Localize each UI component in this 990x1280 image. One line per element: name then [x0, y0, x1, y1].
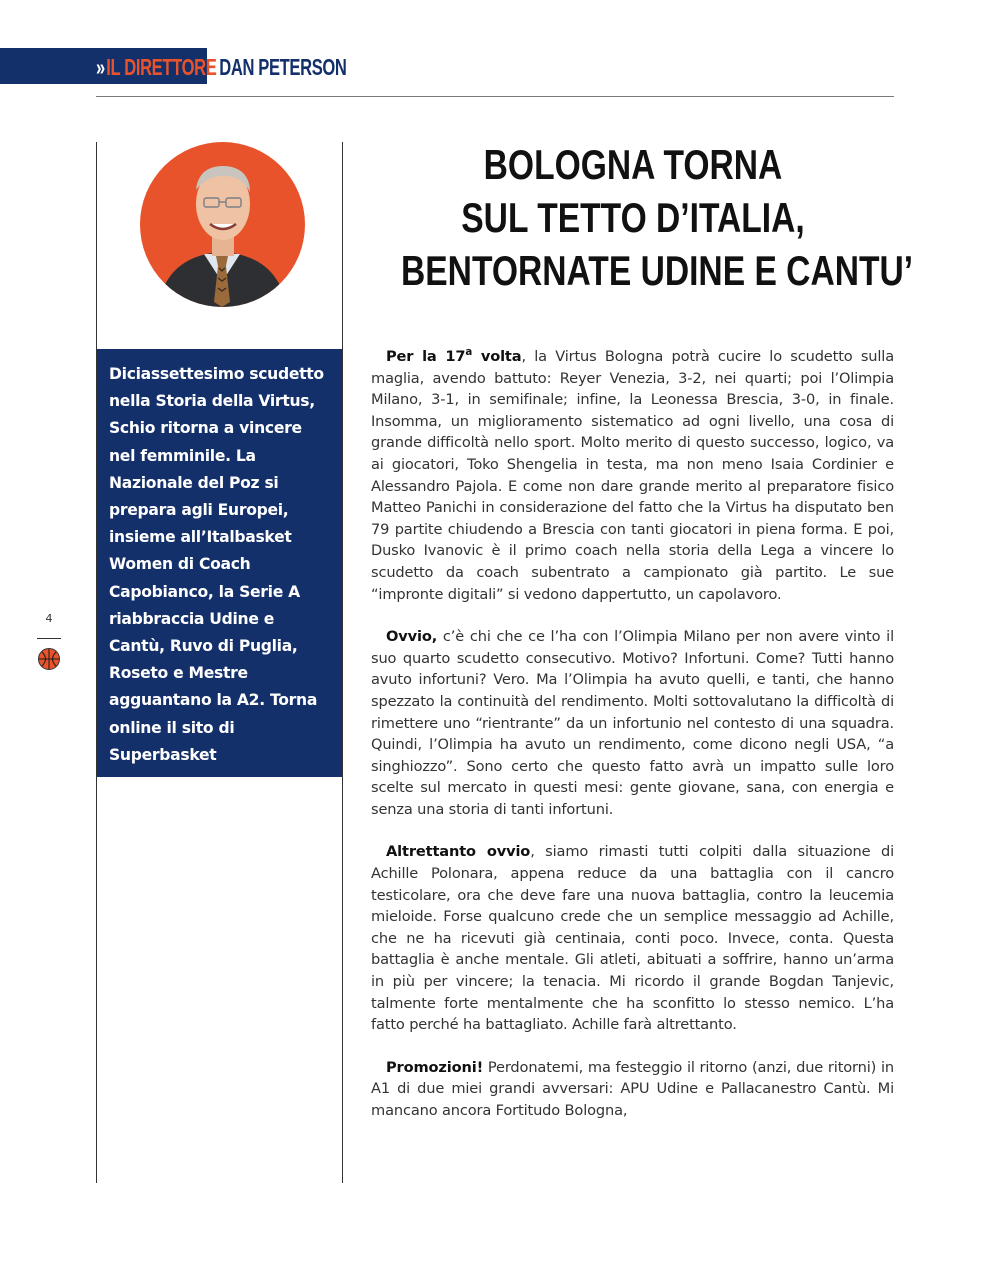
summary-box: Diciassettesimo scudetto nella Storia della Virtus, Schio ritorna a vincere nel femminile. La Nazionale del Poz si prepara agli Europei, insieme all’Italbasket Women di Coach Capobianco, la Serie A riabbraccia Udine e Cantù, Ruvo di Puglia, Roseto e Mestre agguantano la A2. Torna online il sito di Superbasket — [97, 349, 342, 777]
headline-line: BENTORNATE UDINE E CANTU’ — [401, 247, 914, 294]
paragraph — [371, 1057, 894, 1122]
article-headline — [401, 138, 914, 297]
basketball-logo-icon — [38, 648, 60, 670]
page-number: 4 — [45, 612, 53, 625]
paragraph-lead: Per la 17$^a$ volta — [386, 347, 522, 365]
paragraph — [371, 626, 894, 820]
header-rule — [96, 96, 894, 97]
section-title: IL DIRETTORE — [106, 53, 217, 80]
paragraph-lead: Promozioni! — [386, 1058, 484, 1076]
paragraph-lead: Altrettanto ovvio — [386, 843, 531, 861]
paragraph-text: c’è chi che ce l’ha con l’Olimpia Milano per non avere vinto il suo quarto scudetto consecutivo. Motivo? Infortuni. Come? Tutti hanno avuto infortuni? Vero. Ma l’Olimpia ha avuto quelli, e tanti, che hanno spezzato la continuità del rendimento. Molti sottovalutano la difficoltà di rimettere uno “rientrante” da un infortunio nel contesto di una squadra. Quindi, l’Olimpia ha avuto un rendimento, come dicono negli USA, “a singhiozzo”. Sono certo che questo fatto avrà un impatto sulle loro scelte sul mercato in questi mesi: gente giovane, sana, con energia e senza una storia di tanti infortuni. — [371, 628, 894, 818]
section-header — [96, 50, 347, 84]
author-portrait — [140, 142, 305, 307]
headline-line: SUL TETTO D’ITALIA, — [461, 194, 805, 241]
paragraph — [371, 346, 894, 605]
headline-line: BOLOGNA TORNA — [483, 141, 783, 188]
paragraph-text: , la Virtus Bologna potrà cucire lo scudetto sulla maglia, avendo battuto: Reyer Venezia, 3-2, nei quarti; poi l’Olimpia Milano, 3-1, in semifinale; infine, la Leonessa Brescia, 3-0, in finale. Insomma, un miglioramento sistematico ad ogni livello, una cosa di grande difficoltà nello sport. Molto merito di questo successo, logico, va ai giocatori, Toko Shengelia in testa, ma non meno Isaia Cordinier e Alessandro Pajola. E come non dare grande merito al preparatore fisico Matteo Panichi in considerazione del fatto che la Virtus ha disputato ben 79 partite chiudendo a Brescia con tanti giocatori in piena forma. E poi, Dusko Ivanovic è il primo coach nella storia della Lega a vincere lo scudetto da coach subentrato a campionato già partito. Le sue “impronte digitali” si vedono dappertutto, un capolavoro. — [371, 348, 894, 603]
page-number-rule — [37, 638, 61, 639]
author-name: DAN PETERSON — [219, 53, 347, 80]
portrait-photo-icon — [140, 142, 305, 307]
chevrons-icon: » — [96, 53, 105, 80]
paragraph-text: , siamo rimasti tutti colpiti dalla situazione di Achille Polonara, appena reduce da una battaglia con il cancro testicolare, ora che deve fare una nuova battaglia, contro la leucemia mieloide. Forse qualcuno crede che un semplice messaggio ad Achille, che ne ha ricevuti già centinaia, conti poco. Invece, conta. Questa battaglia è anche mentale. Gli atleti, abituati a soffrire, hanno un’arma in più per vincere; la tenacia. Mi ricordo il grande Bogdan Tanjevic, talmente forte mentalmente che ha sconfitto lo stesso nemico. L’ha fatto perché ha battagliato. Achille farà altrettanto. — [371, 843, 894, 1034]
paragraph-text: Perdonatemi, ma festeggio il ritorno (anzi, due ritorni) in A1 di due miei grandi avversari: APU Udine e Pallacanestro Cantù. Mi mancano ancora Fortitudo Bologna, — [371, 1058, 894, 1119]
article-body — [371, 346, 894, 1143]
paragraph — [371, 841, 894, 1035]
right-column-rule — [342, 142, 343, 1183]
paragraph-lead: Ovvio, — [386, 628, 438, 646]
